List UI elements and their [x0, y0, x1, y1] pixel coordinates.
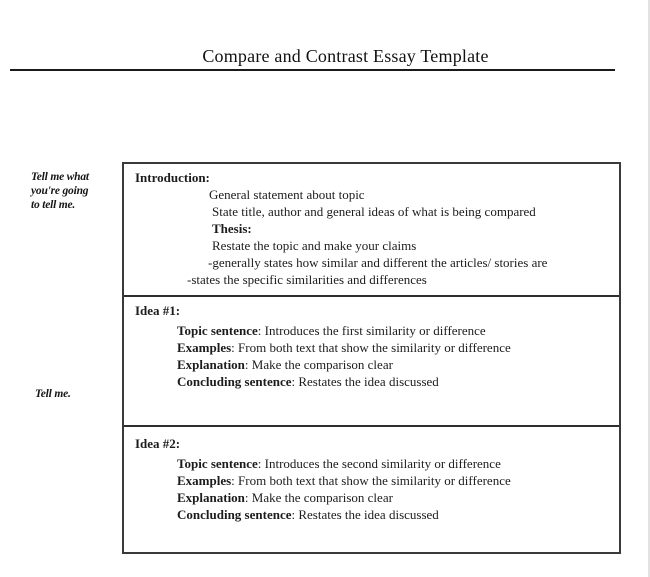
outline-line-generally-states: -generally states how similar and different the articles/ stories are	[208, 255, 548, 270]
topic-sentence-text: : Introduces the first similarity or difference	[257, 323, 486, 338]
concluding-sentence-text: : Restates the idea discussed	[291, 507, 439, 522]
introduction-heading: Introduction:	[135, 170, 210, 185]
explanation-label: Explanation	[177, 357, 245, 372]
margin-note-line: to tell me.	[31, 199, 76, 211]
idea-1-explanation	[177, 356, 611, 373]
concluding-sentence-text: : Restates the idea discussed	[291, 374, 439, 389]
idea-1-examples	[177, 339, 611, 356]
thesis-label: Thesis:	[212, 221, 252, 236]
examples-text: : From both text that show the similarity or difference	[231, 340, 511, 355]
examples-text: : From both text that show the similarity or difference	[231, 473, 511, 488]
concluding-sentence-label: Concluding sentence	[177, 507, 292, 522]
idea-2-heading: Idea #2:	[135, 436, 181, 451]
essay-outline-box	[122, 162, 621, 554]
margin-note-body: Tell me.	[35, 388, 71, 400]
title-underline	[10, 45, 615, 71]
explanation-label: Explanation	[177, 490, 245, 505]
outline-line-state-title: State title, author and general ideas of what is being compared	[212, 204, 536, 219]
idea-2-topic-sentence	[177, 455, 611, 472]
examples-label: Examples	[177, 473, 232, 488]
outline-line-states-specific: -states the specific similarities and differences	[187, 272, 427, 287]
examples-label: Examples	[177, 340, 232, 355]
document-title: Compare and Contrast Essay Template	[202, 46, 489, 66]
outline-line-general-statement: General statement about topic	[209, 187, 365, 202]
topic-sentence-text: : Introduces the second similarity or difference	[257, 456, 501, 471]
idea-1-topic-sentence	[177, 322, 611, 339]
concluding-sentence-label: Concluding sentence	[177, 374, 292, 389]
idea-2-concluding-sentence	[177, 506, 611, 523]
idea-1-concluding-sentence	[177, 373, 611, 390]
idea-2-explanation	[177, 489, 611, 506]
margin-note-intro	[31, 170, 126, 212]
outline-line-restate: Restate the topic and make your claims	[212, 238, 417, 253]
explanation-text: : Make the comparison clear	[244, 490, 393, 505]
explanation-text: : Make the comparison clear	[244, 357, 393, 372]
section-idea-1	[124, 297, 619, 427]
idea-2-examples	[177, 472, 611, 489]
topic-sentence-label: Topic sentence	[177, 323, 258, 338]
section-idea-2	[124, 427, 619, 552]
margin-note-line: you're going	[31, 185, 89, 197]
margin-note-line: Tell me what	[31, 171, 89, 183]
topic-sentence-label: Topic sentence	[177, 456, 258, 471]
idea-1-heading: Idea #1:	[135, 303, 181, 318]
section-introduction	[124, 164, 619, 297]
outline-line-thesis	[212, 220, 611, 237]
